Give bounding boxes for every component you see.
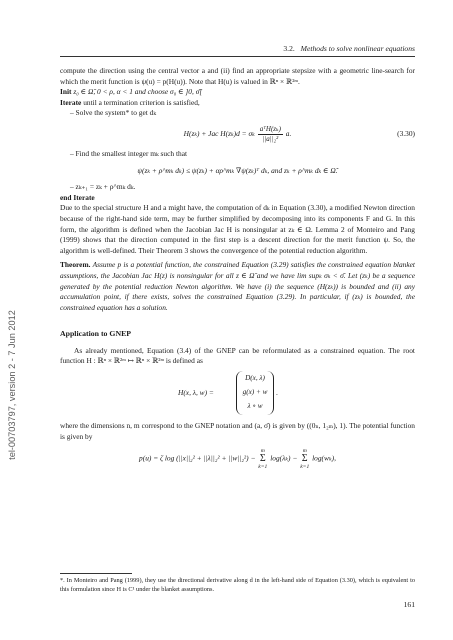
paragraph-discussion: Due to the special structure H and a might have, the computation of dₖ in Equation (3.30), a modified Newton direction because of the right-hand side term, may be further simplified by decomposing into its components F and G. In this form, the algorithm is defined when the Jacobian Jac H is nonsingular at zₖ ∈ Ω. Lemma 2 of Monteiro and Pang (1999) shows that the direction computed in the first step is a descent direction for the merit function ψ. So, the algorithm is well-defined. Their Theorem 3 shows the convergence of the potential reduction algorithm. (60, 203, 415, 255)
sum-2-bottom: k=1 (300, 464, 310, 471)
system-row-2: g(x) + w (242, 388, 268, 397)
eq330-fraction (258, 125, 283, 144)
iterate-text: until a termination criterion is satisfied, (83, 97, 200, 107)
header-section-number: 3.2. (283, 44, 295, 53)
pot-lhs: p(u) = ζ log (||x||₂² + ||λ||₂² + ||w||₂²) − (139, 453, 256, 463)
paragraph-potential: where the dimensions n, m correspond to the GNEP notation and (a, σ̄) is given by ((0ₙ, 1₂ₘ), 1). The potential function is given by (60, 421, 415, 441)
eq330-denominator: ||a||₂² (262, 134, 279, 143)
eq330-numerator: aᵀH(zₖ) (259, 124, 281, 133)
theorem-text: Assume p is a potential function, the constrained Equation (3.29) satisfies the constrained equation blanket assumptions, the Jacobian Jac H(z) is nonsingular for all z ∈ Ω̃ and we have lim supₖ σₖ < σ̄. Let (zₖ) be a sequence generated by the potential reduction Newton algorithm. We have (i) the sequence (H(zₖ)) is bounded and (ii) any accumulation point, if there exists, solves the constrained Equation (3.29). In particular, if (zₖ) is bounded, the constrained equation has a solution. (60, 260, 415, 312)
header-section-title: Methods to solve nonlinear equations (300, 44, 415, 53)
archive-watermark: tel-00703797, version 2 - 7 Jun 2012 (7, 310, 17, 460)
iterate-label: Iterate (60, 97, 82, 107)
equation-number: (3.30) (397, 128, 415, 138)
sum-2-sigma: Σ (301, 453, 308, 465)
sum-1-top: m (260, 448, 265, 455)
algorithm-step-2: – Find the smallest integer mₖ such that (70, 148, 188, 158)
eq330-rhs: a. (285, 128, 292, 138)
sum-1 (258, 448, 267, 470)
section-heading: Application to GNEP (60, 329, 132, 339)
algorithm-iterate (60, 98, 415, 109)
theorem-block (60, 260, 415, 313)
footnote-rule (60, 573, 132, 574)
eq330-lhs: H(zₖ) + Jac H(zₖ)d = σₖ (183, 128, 255, 138)
system-period: . (276, 388, 278, 398)
init-label: Init (60, 87, 72, 97)
sum-1-bottom: k=1 (258, 464, 268, 471)
potential-function-equation (60, 448, 415, 474)
sum-2-top: m (302, 448, 307, 455)
sum-2 (300, 448, 309, 470)
page-body (60, 66, 415, 480)
system-vector (236, 371, 274, 415)
system-row-3: λ ∘ w (247, 402, 263, 411)
system-row-1: D(x, λ) (245, 374, 265, 383)
theorem-label: Theorem. (60, 260, 91, 270)
algorithm-init (60, 87, 415, 98)
equation-3-30 (60, 123, 415, 145)
system-lhs: H(x, λ, w) = (178, 388, 214, 398)
header-rule (60, 56, 415, 57)
equation-armijo: ψ(zₖ + ρ^mₖ dₖ) ≤ ψ(zₖ) + αρ^mₖ ∇ψ(zₖ)ᵀ dₖ, and zₖ + ρ^mₖ dₖ ∈ Ω̃. (137, 165, 338, 175)
footnote: *. In Monteiro and Pang (1999), they use the directional derivative along d in the left-hand side of Equation (3.30), which is equivalent to this formulation since H is C¹ under the blanket assumptions. (60, 577, 415, 593)
algorithm-step-3: – zₖ₊₁ = zₖ + ρ^mₖ dₖ. (70, 182, 136, 192)
paragraph-gnep: As already mentioned, Equation (3.4) of the GNEP can be reformulated as a constrained equation. The root function H : ℝⁿ × ℝ²ᵐ ↦ ℝⁿ × ℝ²ᵐ is defined as (60, 345, 415, 366)
page-number: 161 (403, 600, 415, 609)
running-header (283, 44, 415, 53)
root-function-system (60, 371, 415, 417)
sum-1-sigma: Σ (259, 453, 266, 465)
pot-mid: log(λₖ) − (270, 453, 298, 463)
init-text: z₀ ∈ Ω̃, 0 < ρ, α < 1 and choose σ₀ ∈ ]0, σ̄[ (73, 87, 203, 97)
algorithm-step-1: – Solve the system* to get dₖ (70, 108, 157, 118)
pot-rhs: log(wₖ), (312, 453, 336, 463)
algorithm-end: end Iterate (60, 192, 95, 202)
paragraph-intro: compute the direction using the central vector a and (ii) find an appropriate stepsize with a geometric line-search for which the merit function is ψ(u) = p(H(u)). Note that H(u) is valued in ℝⁿ × ℝ²ᵐ. (60, 66, 415, 86)
